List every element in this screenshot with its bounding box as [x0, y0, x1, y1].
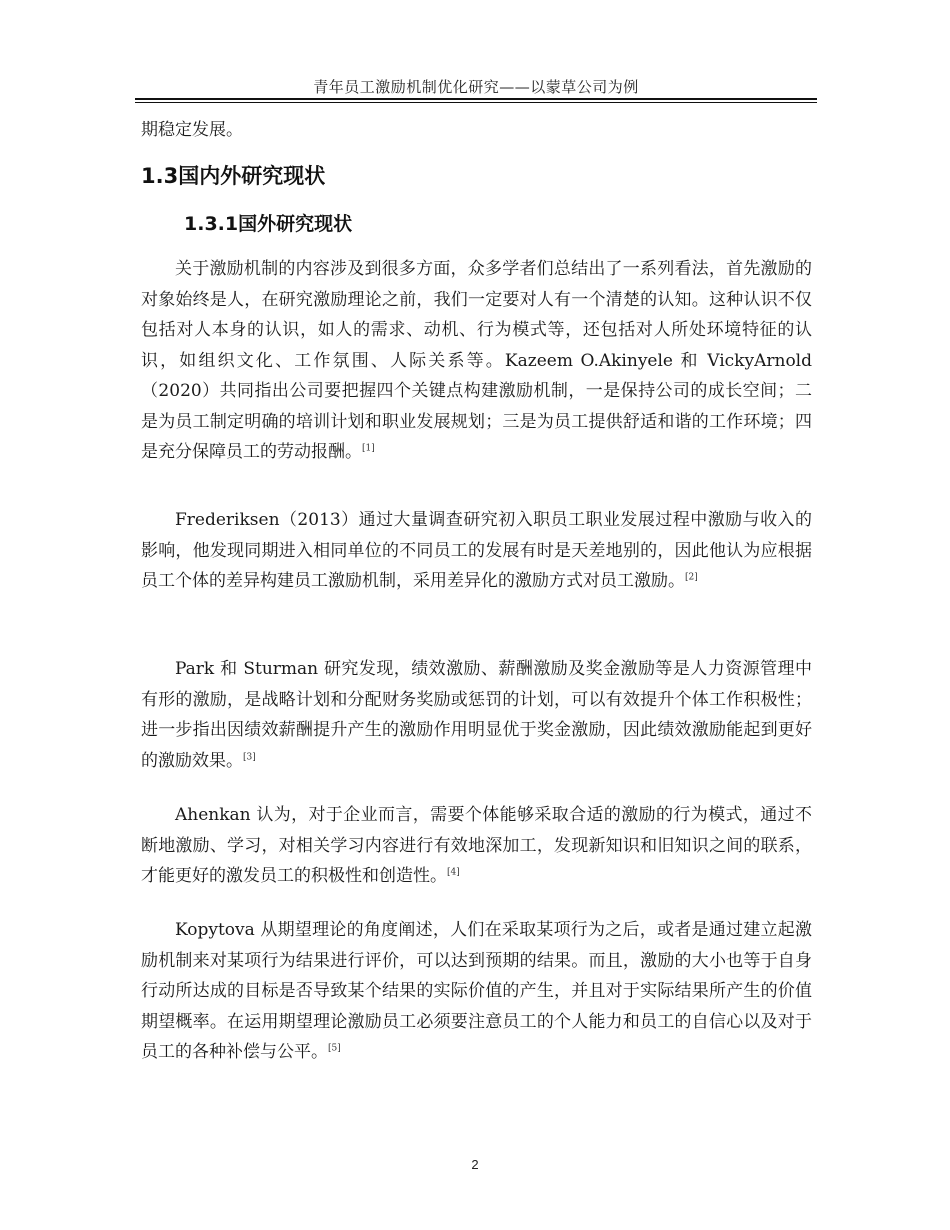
paragraph-2: [141, 505, 812, 597]
paragraph-3: [141, 654, 812, 776]
paragraph-text: Frederiksen（2013）通过大量调查研究初入职员工职业发展过程中激励与收入的影响，他发现同期进入相同单位的不同员工的发展有时是天差地别的，因此他认为应根据员工个体的差异构建员工激励机制，采用差异化的激励方式对员工激励。: [141, 510, 812, 591]
running-header: 青年员工激励机制优化研究——以蒙草公司为例: [313, 78, 639, 96]
subsection-heading: 1.3.1国外研究现状: [184, 213, 353, 235]
continued-text: 期稳定发展。: [141, 120, 243, 140]
citation-marker: [1]: [362, 443, 375, 454]
paragraph-text: Kopytova 从期望理论的角度阐述，人们在采取某项行为之后，或者是通过建立起激励机制来对某项行为结果进行评价，可以达到预期的结果。而且，激励的大小也等于自身行动所达成的目标是否导致某个结果的实际价值的产生，并且对于实际结果所产生的价值期望概率。在运用期望理论激励员工必须要注意员工的个人能力和员工的自信心以及对于员工的各种补偿与公平。: [141, 920, 812, 1062]
header-rule: [135, 98, 817, 100]
paragraph-text: Ahenkan 认为，对于企业而言，需要个体能够采取合适的激励的行为模式，通过不断地激励、学习，对相关学习内容进行有效地深加工，发现新知识和旧知识之间的联系，才能更好的激发员工的积极性和创造性。: [141, 805, 812, 886]
paragraph-4: [141, 800, 812, 892]
citation-marker: [2]: [685, 572, 698, 583]
citation-marker: [3]: [243, 751, 256, 762]
paragraph-1: [141, 254, 812, 468]
paragraph-text: 关于激励机制的内容涉及到很多方面，众多学者们总结出了一系列看法，首先激励的对象始终是人，在研究激励理论之前，我们一定要对人有一个清楚的认知。这种认识不仅包括对人本身的认识，如人的需求、动机、行为模式等，还包括对人所处环境特征的认识，如组织文化、工作氛围、人际关系等。Kazeem O.Akinyele 和 VickyArnold（2020）共同指出公司要把握四个关键点构建激励机制，一是保持公司的成长空间；二是为员工制定明确的培训计划和职业发展规划；三是为员工提供舒适和谐的工作环境；四是充分保障员工的劳动报酬。: [141, 259, 812, 462]
citation-marker: [5]: [328, 1043, 341, 1054]
section-heading: 1.3国内外研究现状: [141, 164, 326, 188]
paragraph-5: [141, 915, 812, 1068]
citation-marker: [4]: [447, 867, 460, 878]
paragraph-text: Park 和 Sturman 研究发现，绩效激励、薪酬激励及奖金激励等是人力资源管理中有形的激励，是战略计划和分配财务奖励或惩罚的计划，可以有效提升个体工作积极性；进一步指出因绩效薪酬提升产生的激励作用明显优于奖金激励，因此绩效激励能起到更好的激励效果。: [141, 659, 812, 771]
page-number: 2: [471, 1157, 479, 1172]
header-rule-thin: [135, 102, 817, 103]
